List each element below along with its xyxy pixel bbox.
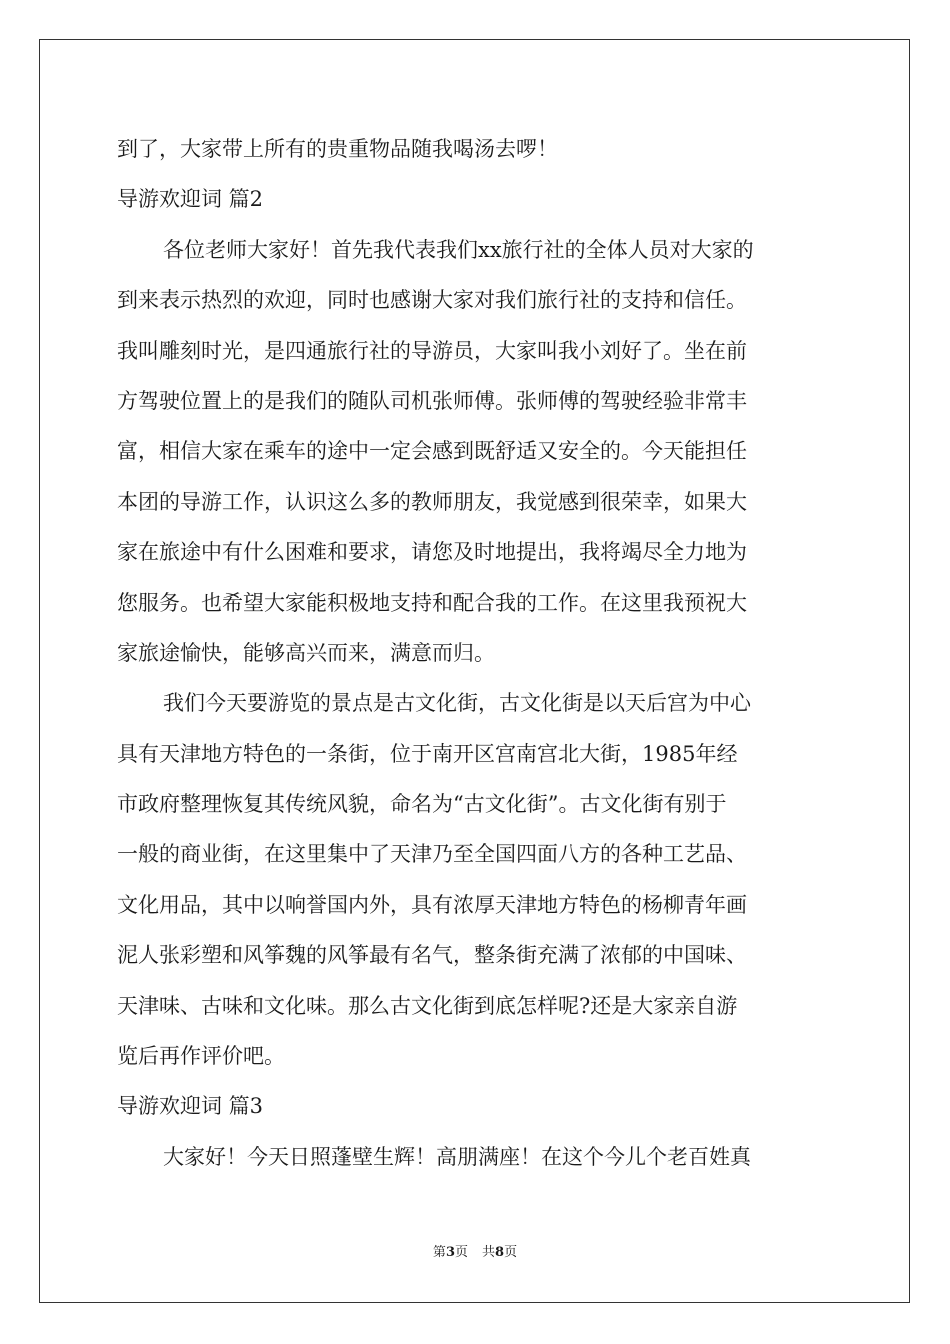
paragraph-line: 到来表示热烈的欢迎，同时也感谢大家对我们旅行社的支持和信任。 xyxy=(117,288,747,313)
page-number-current: 3 xyxy=(445,1245,455,1260)
paragraph-line: 家旅途愉快，能够高兴而来，满意而归。 xyxy=(117,640,495,665)
paragraph-line: 各位老师大家好！首先我代表我们xx旅行社的全体人员对大家的 xyxy=(163,237,754,262)
paragraph-line: 我们今天要游览的景点是古文化街，古文化街是以天后宫为中心 xyxy=(163,691,751,716)
section-heading: 导游欢迎词 篇2 xyxy=(117,187,264,212)
paragraph-line: 到了，大家带上所有的贵重物品随我喝汤去啰！ xyxy=(117,137,558,161)
paragraph-line: 市政府整理恢复其传统风貌，命名为“古文化街”。古文化街有别于 xyxy=(117,792,727,817)
page-number-prefix: 第 xyxy=(432,1245,446,1260)
page-total: 8 xyxy=(495,1245,505,1260)
paragraph-line: 泥人张彩塑和风筝魏的风筝最有名气，整条街充满了浓郁的中国味、 xyxy=(117,943,747,968)
paragraph-line: 本团的导游工作，认识这么多的教师朋友，我觉感到很荣幸，如果大 xyxy=(117,489,747,514)
paragraph-line: 具有天津地方特色的一条街，位于南开区宫南宫北大街，1985年经 xyxy=(117,741,738,766)
paragraph-line: 我叫雕刻时光，是四通旅行社的导游员，大家叫我小刘好了。坐在前 xyxy=(117,338,747,363)
section-heading: 导游欢迎词 篇3 xyxy=(117,1094,264,1119)
paragraph-line: 文化用品，其中以响誉国内外，具有浓厚天津地方特色的杨柳青年画 xyxy=(117,892,747,917)
paragraph-line: 一般的商业街，在这里集中了天津乃至全国四面八方的各种工艺品、 xyxy=(117,842,747,867)
page-number-suffix: 页 xyxy=(454,1245,468,1260)
paragraph-line: 天津味、古味和文化味。那么古文化街到底怎样呢?还是大家亲自游 xyxy=(117,993,738,1018)
paragraph-line: 富，相信大家在乘车的途中一定会感到既舒适又安全的。今天能担任 xyxy=(117,439,747,464)
page-total-prefix: 共 xyxy=(482,1245,496,1260)
page-total-suffix: 页 xyxy=(504,1245,518,1260)
paragraph-line: 您服务。也希望大家能积极地支持和配合我的工作。在这里我预祝大 xyxy=(117,590,747,615)
page-footer xyxy=(0,1244,950,1262)
paragraph-line: 大家好！今天日照蓬壁生辉！高朋满座！在这个今儿个老百姓真 xyxy=(163,1144,751,1169)
paragraph-line: 览后再作评价吧。 xyxy=(117,1044,285,1069)
paragraph-line: 方驾驶位置上的是我们的随队司机张师傅。张师傅的驾驶经验非常丰 xyxy=(117,388,747,413)
paragraph-line: 家在旅途中有什么困难和要求，请您及时地提出，我将竭尽全力地为 xyxy=(117,540,747,565)
document-body xyxy=(117,124,833,1182)
